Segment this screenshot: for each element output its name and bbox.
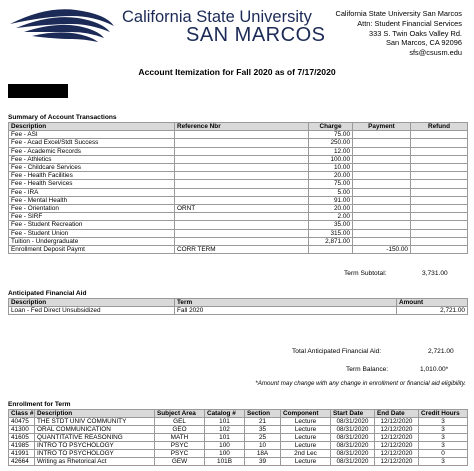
charge-amount: 91.00 [309,196,353,204]
refund-amount [411,131,468,139]
table-row [9,164,468,172]
payment-amount [353,155,411,163]
table-row [9,458,468,466]
refund-amount [411,180,468,188]
address-line: 333 S. Twin Oaks Valley Rd. [369,28,462,38]
refund-amount [411,172,468,180]
reference-number [175,131,309,139]
table-row [9,180,468,188]
catalog-number: 100 [205,450,245,458]
course-description: ORAL COMMUNICATION [35,426,155,434]
reference-number [175,213,309,221]
payment-amount [353,147,411,155]
mailing-address [335,9,462,58]
charge-amount: 20.00 [309,205,353,213]
refund-amount [411,246,468,254]
course-description: THE STDT UNIV COMMUNITY [35,418,155,426]
component: 2nd Lec [281,450,331,458]
component: Lecture [281,458,331,466]
refund-amount [411,196,468,204]
refund-amount [411,213,468,221]
payment-amount [353,131,411,139]
reference-number [175,172,309,180]
class-number: 42664 [9,458,35,466]
total-aid-label: Total Anticipated Financial Aid: [292,348,382,355]
component: Lecture [281,442,331,450]
subject-area: GEO [155,426,205,434]
aid-term: Fall 2020 [175,307,397,315]
summary-table [8,122,468,254]
charge-amount: 2,871.00 [309,237,353,245]
table-row [9,229,468,237]
payment-amount [353,172,411,180]
column-header: Catalog # [205,410,245,418]
transaction-description: Fee - Childcare Services [9,164,175,172]
university-name: California State University [122,8,312,26]
column-header: End Date [375,410,419,418]
column-header: Reference Nbr [175,123,309,131]
refund-amount [411,164,468,172]
column-header: Start Date [331,410,375,418]
table-row [9,442,468,450]
payment-amount [353,164,411,172]
reference-number [175,237,309,245]
total-aid-value: 2,721.00 [428,348,454,355]
section: 10 [245,442,281,450]
end-date: 12/12/2020 [375,426,419,434]
section: 21 [245,418,281,426]
column-header: Refund [411,123,468,131]
credit-hours: 3 [419,418,468,426]
subject-area: GEL [155,418,205,426]
column-header: Charge [309,123,353,131]
aid-amount: 2,721.00 [397,307,468,315]
course-description: INTRO TO PSYCHOLOGY [35,442,155,450]
refund-amount [411,205,468,213]
transaction-description: Fee - SIRF [9,213,175,221]
transaction-description: Fee - Health Facilities [9,172,175,180]
reference-number [175,164,309,172]
table-row [9,450,468,458]
section: 18A [245,450,281,458]
class-number: 41991 [9,450,35,458]
aid-table [8,298,468,315]
table-row [9,418,468,426]
subtotal-value: 3,731.00 [422,270,448,277]
aid-section-title: Anticipated Financial Aid [8,290,87,297]
table-row [9,188,468,196]
table-row [9,205,468,213]
start-date: 08/31/2020 [331,450,375,458]
charge-amount: 10.00 [309,164,353,172]
refund-amount [411,139,468,147]
summary-section-title: Summary of Account Transactions [8,114,117,121]
charge-amount: 5.00 [309,188,353,196]
class-number: 40475 [9,418,35,426]
start-date: 08/31/2020 [331,442,375,450]
start-date: 08/31/2020 [331,426,375,434]
table-row [9,196,468,204]
course-description: Writing as Rhetorical Act [35,458,155,466]
table-row [9,147,468,155]
refund-amount [411,229,468,237]
reference-number [175,155,309,163]
charge-amount: 12.00 [309,147,353,155]
reference-number [175,196,309,204]
refund-amount [411,237,468,245]
transaction-description: Fee - Health Services [9,180,175,188]
transaction-description: Fee - Mental Health [9,196,175,204]
class-number: 41605 [9,434,35,442]
transaction-description: Fee - Student Recreation [9,221,175,229]
class-number: 41300 [9,426,35,434]
transaction-description: Fee - Acad Excel/Stdt Success [9,139,175,147]
column-header: Component [281,410,331,418]
balance-disclaimer: *Amount may change with any change in enrollment or financial aid eligibility. [255,380,466,387]
table-row [9,213,468,221]
column-header: Description [9,299,175,307]
section: 39 [245,458,281,466]
reference-number [175,229,309,237]
reference-number: CORR TERM [175,246,309,254]
payment-amount [353,205,411,213]
component: Lecture [281,418,331,426]
page-title: Account Itemization for Fall 2020 as of 7/17/2020 [138,67,336,77]
aid-description: Loan - Fed Direct Unsubsidized [9,307,175,315]
payment-amount [353,229,411,237]
reference-number [175,221,309,229]
table-row [9,426,468,434]
refund-amount [411,188,468,196]
transaction-description: Fee - Academic Records [9,147,175,155]
subtotal-label: Term Subtotal: [344,270,387,277]
credit-hours: 3 [419,458,468,466]
catalog-number: 101 [205,434,245,442]
end-date: 12/12/2020 [375,458,419,466]
payment-amount [353,237,411,245]
table-row [9,155,468,163]
address-line: California State University San Marcos [335,9,462,18]
payment-amount [353,139,411,147]
address-line: San Marcos, CA 92096 [385,38,462,48]
refund-amount [411,147,468,155]
start-date: 08/31/2020 [331,458,375,466]
column-header: Description [35,410,155,418]
reference-number [175,147,309,155]
catalog-number: 102 [205,426,245,434]
payment-amount [353,196,411,204]
column-header: Credit Hours [419,410,468,418]
column-header: Class # [9,410,35,418]
reference-number [175,188,309,196]
subject-area: MATH [155,434,205,442]
column-header: Payment [353,123,411,131]
course-description: QUANTITATIVE REASONING [35,434,155,442]
enrollment-table [8,409,468,466]
reference-number [175,180,309,188]
charge-amount: 2.00 [309,213,353,221]
transaction-description: Fee - IRA [9,188,175,196]
email-address: sfs@csusm.edu [409,48,462,58]
transaction-description: Fee - Student Union [9,229,175,237]
address-line: Attn: Student Financial Services [357,18,462,28]
charge-amount [309,246,353,254]
charge-amount: 35.00 [309,221,353,229]
table-row [9,434,468,442]
transaction-description: Fee - ASI [9,131,175,139]
column-header: Term [175,299,397,307]
term-balance-value: 1,010.00* [420,366,449,373]
campus-name: SAN MARCOS [186,24,326,46]
end-date: 12/12/2020 [375,450,419,458]
payment-amount [353,221,411,229]
term-balance-label: Term Balance: [346,366,389,373]
start-date: 08/31/2020 [331,434,375,442]
column-header: Description [9,123,175,131]
table-row [9,221,468,229]
credit-hours: 3 [419,442,468,450]
table-row [9,246,468,254]
column-header: Section [245,410,281,418]
end-date: 12/12/2020 [375,418,419,426]
reference-number: ORNT [175,205,309,213]
payment-amount: -150.00 [353,246,411,254]
refund-amount [411,221,468,229]
payment-amount [353,213,411,221]
table-row [9,139,468,147]
class-number: 41985 [9,442,35,450]
charge-amount: 250.00 [309,139,353,147]
credit-hours: 3 [419,434,468,442]
credit-hours: 0 [419,450,468,458]
transaction-description: Tuition - Undergraduate [9,237,175,245]
column-header: Amount [397,299,468,307]
redacted-student-info [8,84,68,98]
start-date: 08/31/2020 [331,418,375,426]
refund-amount [411,155,468,163]
section: 25 [245,434,281,442]
payment-amount [353,188,411,196]
reference-number [175,139,309,147]
credit-hours: 3 [419,426,468,434]
end-date: 12/12/2020 [375,434,419,442]
catalog-number: 100 [205,442,245,450]
subject-area: PSYC [155,450,205,458]
component: Lecture [281,426,331,434]
course-description: INTRO TO PSYCHOLOGY [35,450,155,458]
table-row [9,237,468,245]
charge-amount: 75.00 [309,180,353,188]
charge-amount: 75.00 [309,131,353,139]
catalog-number: 101 [205,418,245,426]
table-row [9,307,468,315]
end-date: 12/12/2020 [375,442,419,450]
charge-amount: 20.00 [309,172,353,180]
transaction-description: Fee - Orientation [9,205,175,213]
table-row [9,131,468,139]
catalog-number: 101B [205,458,245,466]
charge-amount: 315.00 [309,229,353,237]
subject-area: PSYC [155,442,205,450]
column-header: Subject Area [155,410,205,418]
section: 35 [245,426,281,434]
transaction-description: Enrollment Deposit Paymt [9,246,175,254]
transaction-description: Fee - Athletics [9,155,175,163]
component: Lecture [281,434,331,442]
table-row [9,172,468,180]
charge-amount: 100.00 [309,155,353,163]
enrollment-section-title: Enrollment for Term [8,401,71,408]
payment-amount [353,180,411,188]
subject-area: GEW [155,458,205,466]
